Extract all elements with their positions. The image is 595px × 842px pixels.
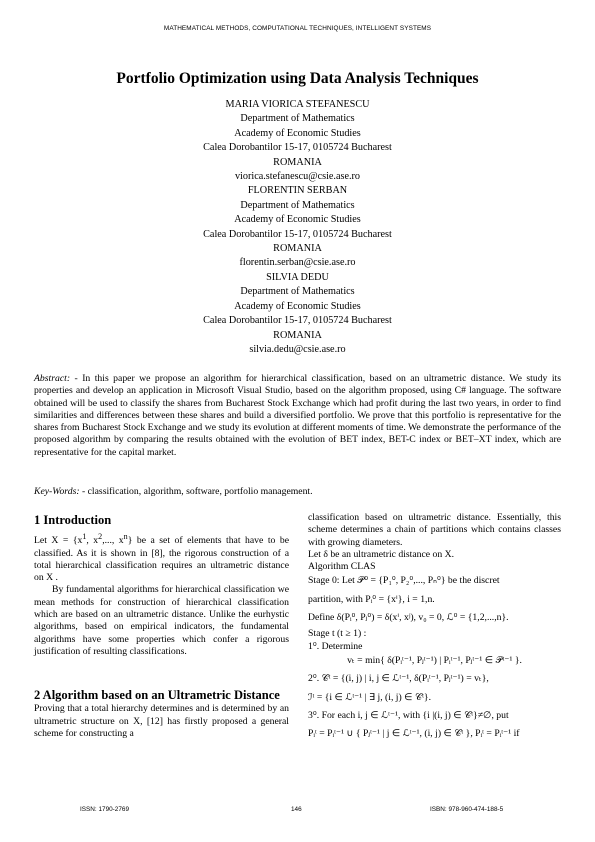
- abstract: [34, 373, 561, 459]
- section-heading-algorithm: 2 Algorithm based on an Ultrametric Distance: [34, 688, 280, 703]
- footer-issn: ISSN: 1790-2769: [80, 806, 130, 813]
- step-2-formula-i: ℐᵗ = {i ∈ ℒᵗ⁻¹ | ∃ j, (i, j) ∈ 𝒞ᵗ}.: [308, 691, 431, 703]
- author-line: Department of Mathematics: [240, 113, 355, 125]
- stage-0-define: Define δ(Pᵢ⁰, Pⱼ⁰) = δ(xⁱ, xʲ), v₀ = 0, ℒ⁰ = {1,2,...,n}.: [308, 612, 509, 624]
- author-line: FLORENTIN SERBAN: [247, 185, 348, 197]
- right-paragraph-1: classification based on ultrametric distance. Essentially, this scheme determines a chain of partitions which contains classes with growing diameters.: [308, 512, 561, 548]
- stage-0-partition: partition, with Pᵢ⁰ = {xⁱ}, i = 1,n.: [308, 593, 435, 605]
- author-line: ROMANIA: [273, 243, 322, 255]
- abstract-text: - In this paper we propose an algorithm for hierarchical classification, based on an ultrametric distance. We study its properties and develop an application in Microsoft Visual Studio, based on the algorithm proposed, using C# language. The software obtained will be used to classify the shares from Bucharest Stock Exchange which had profit during the last two years, in order to find similarities and differences between these shares and build a diversified portfolio. We prove that this portfolio is representative for the shares from Bucharest Stock Exchange and we study its evolution at different moments of time. We demonstrate the performance of the proposed algorithm by comparing the results obtained with the evolution of BET index, BET-C index or BET–XT index, which are representative for the capital market.: [34, 373, 561, 458]
- author-line: Academy of Economic Studies: [234, 300, 361, 312]
- keywords-label: Key-Words:: [34, 486, 80, 497]
- author-line: florentin.serban@csie.ase.ro: [239, 257, 356, 269]
- author-line: Academy of Economic Studies: [234, 127, 361, 139]
- author-line: Calea Dorobantilor 15-17, 0105724 Bucharest: [203, 228, 392, 240]
- step-1-label: 1⁰. Determine: [308, 640, 363, 652]
- author-line: silvia.dedu@csie.ase.ro: [249, 343, 346, 355]
- right-column: [308, 512, 561, 740]
- algorithm-paragraph-1: Proving that a total hierarchy determines and is determined by an ultrametric structure on X, [12] has firstly proposed a general scheme for constructing a: [34, 703, 289, 739]
- section-heading-introduction: 1 Introduction: [34, 513, 112, 527]
- author-line: MARIA VIORICA STEFANESCU: [225, 99, 370, 110]
- step-3-formula: Pᵢᵗ = Pᵢᵗ⁻¹ ∪ { Pⱼᵗ⁻¹ | j ∈ ℒᵗ⁻¹, (i, j) ∈ 𝒞ᵗ }, Pᵢᵗ = Pᵢᵗ⁻¹ if: [308, 728, 520, 740]
- author-line: viorica.stefanescu@csie.ase.ro: [234, 171, 361, 183]
- left-column: [34, 513, 289, 740]
- intro-paragraph-1: Let $X = \{x^1$, $x^2$,..., $x^n$} be a set of elements that have to be classified. As it is shown in [8], the rigorous construction of a total hierarchical classification requires an ultrametric distance on X .: [34, 532, 289, 584]
- step-2-formula-c: 2⁰. 𝒞ᵗ = {(i, j) | i, j ∈ ℒᵗ⁻¹, δ(Pᵢᵗ⁻¹, Pⱼᵗ⁻¹) = vₜ},: [308, 673, 489, 685]
- footer-isbn: ISBN: 978-960-474-188-5: [430, 806, 504, 813]
- author-line: Department of Mathematics: [240, 286, 355, 298]
- algorithm-name: Algorithm CLAS: [308, 561, 376, 573]
- abstract-label: Abstract:: [34, 373, 71, 384]
- intro-paragraph-2: By fundamental algorithms for hierarchical classification we mean methods for construction of hierarchical classification which are based on an ultrametric distance. Unlike the eurhystic algorithms, based on empirical indicators, the fundamental algorithms have some properties which confer a rigorous justification of resulting classifications.: [34, 584, 289, 657]
- footer-page-number: 146: [291, 806, 302, 813]
- author-line: ROMANIA: [273, 156, 322, 168]
- author-block: [0, 98, 595, 357]
- step-1-formula: vₜ = min{ δ(Pᵢᵗ⁻¹, Pⱼᵗ⁻¹) | Pᵢᵗ⁻¹, Pⱼᵗ⁻¹ ∈ 𝒫ᵗ⁻¹ }.: [347, 654, 522, 666]
- running-head: MATHEMATICAL METHODS, COMPUTATIONAL TECHNIQUES, INTELLIGENT SYSTEMS: [163, 25, 432, 32]
- right-line-delta: Let δ be an ultrametric distance on X.: [308, 548, 455, 560]
- author-line: ROMANIA: [273, 329, 322, 341]
- author-line: Department of Mathematics: [240, 199, 355, 211]
- author-line: Academy of Economic Studies: [234, 214, 361, 226]
- author-line: Calea Dorobantilor 15-17, 0105724 Bucharest: [203, 315, 392, 327]
- step-3-line: 3⁰. For each i, j ∈ ℒᵗ⁻¹, with {i |(i, j) ∈ 𝒞ᵗ}≠∅, put: [308, 709, 509, 721]
- keywords: [34, 486, 561, 497]
- stage-t-line: Stage t (t ≥ 1) :: [308, 628, 367, 640]
- author-line: Calea Dorobantilor 15-17, 0105724 Bucharest: [203, 142, 392, 154]
- stage-0-line: Stage 0: Let 𝒫⁰ = {P₁⁰, P₂⁰,..., Pₙ⁰} be the discret: [308, 575, 500, 587]
- paper-title: Portfolio Optimization using Data Analysis Techniques: [116, 70, 479, 87]
- keywords-text: - classification, algorithm, software, portfolio management.: [79, 486, 313, 497]
- author-line: SILVIA DEDU: [266, 271, 329, 283]
